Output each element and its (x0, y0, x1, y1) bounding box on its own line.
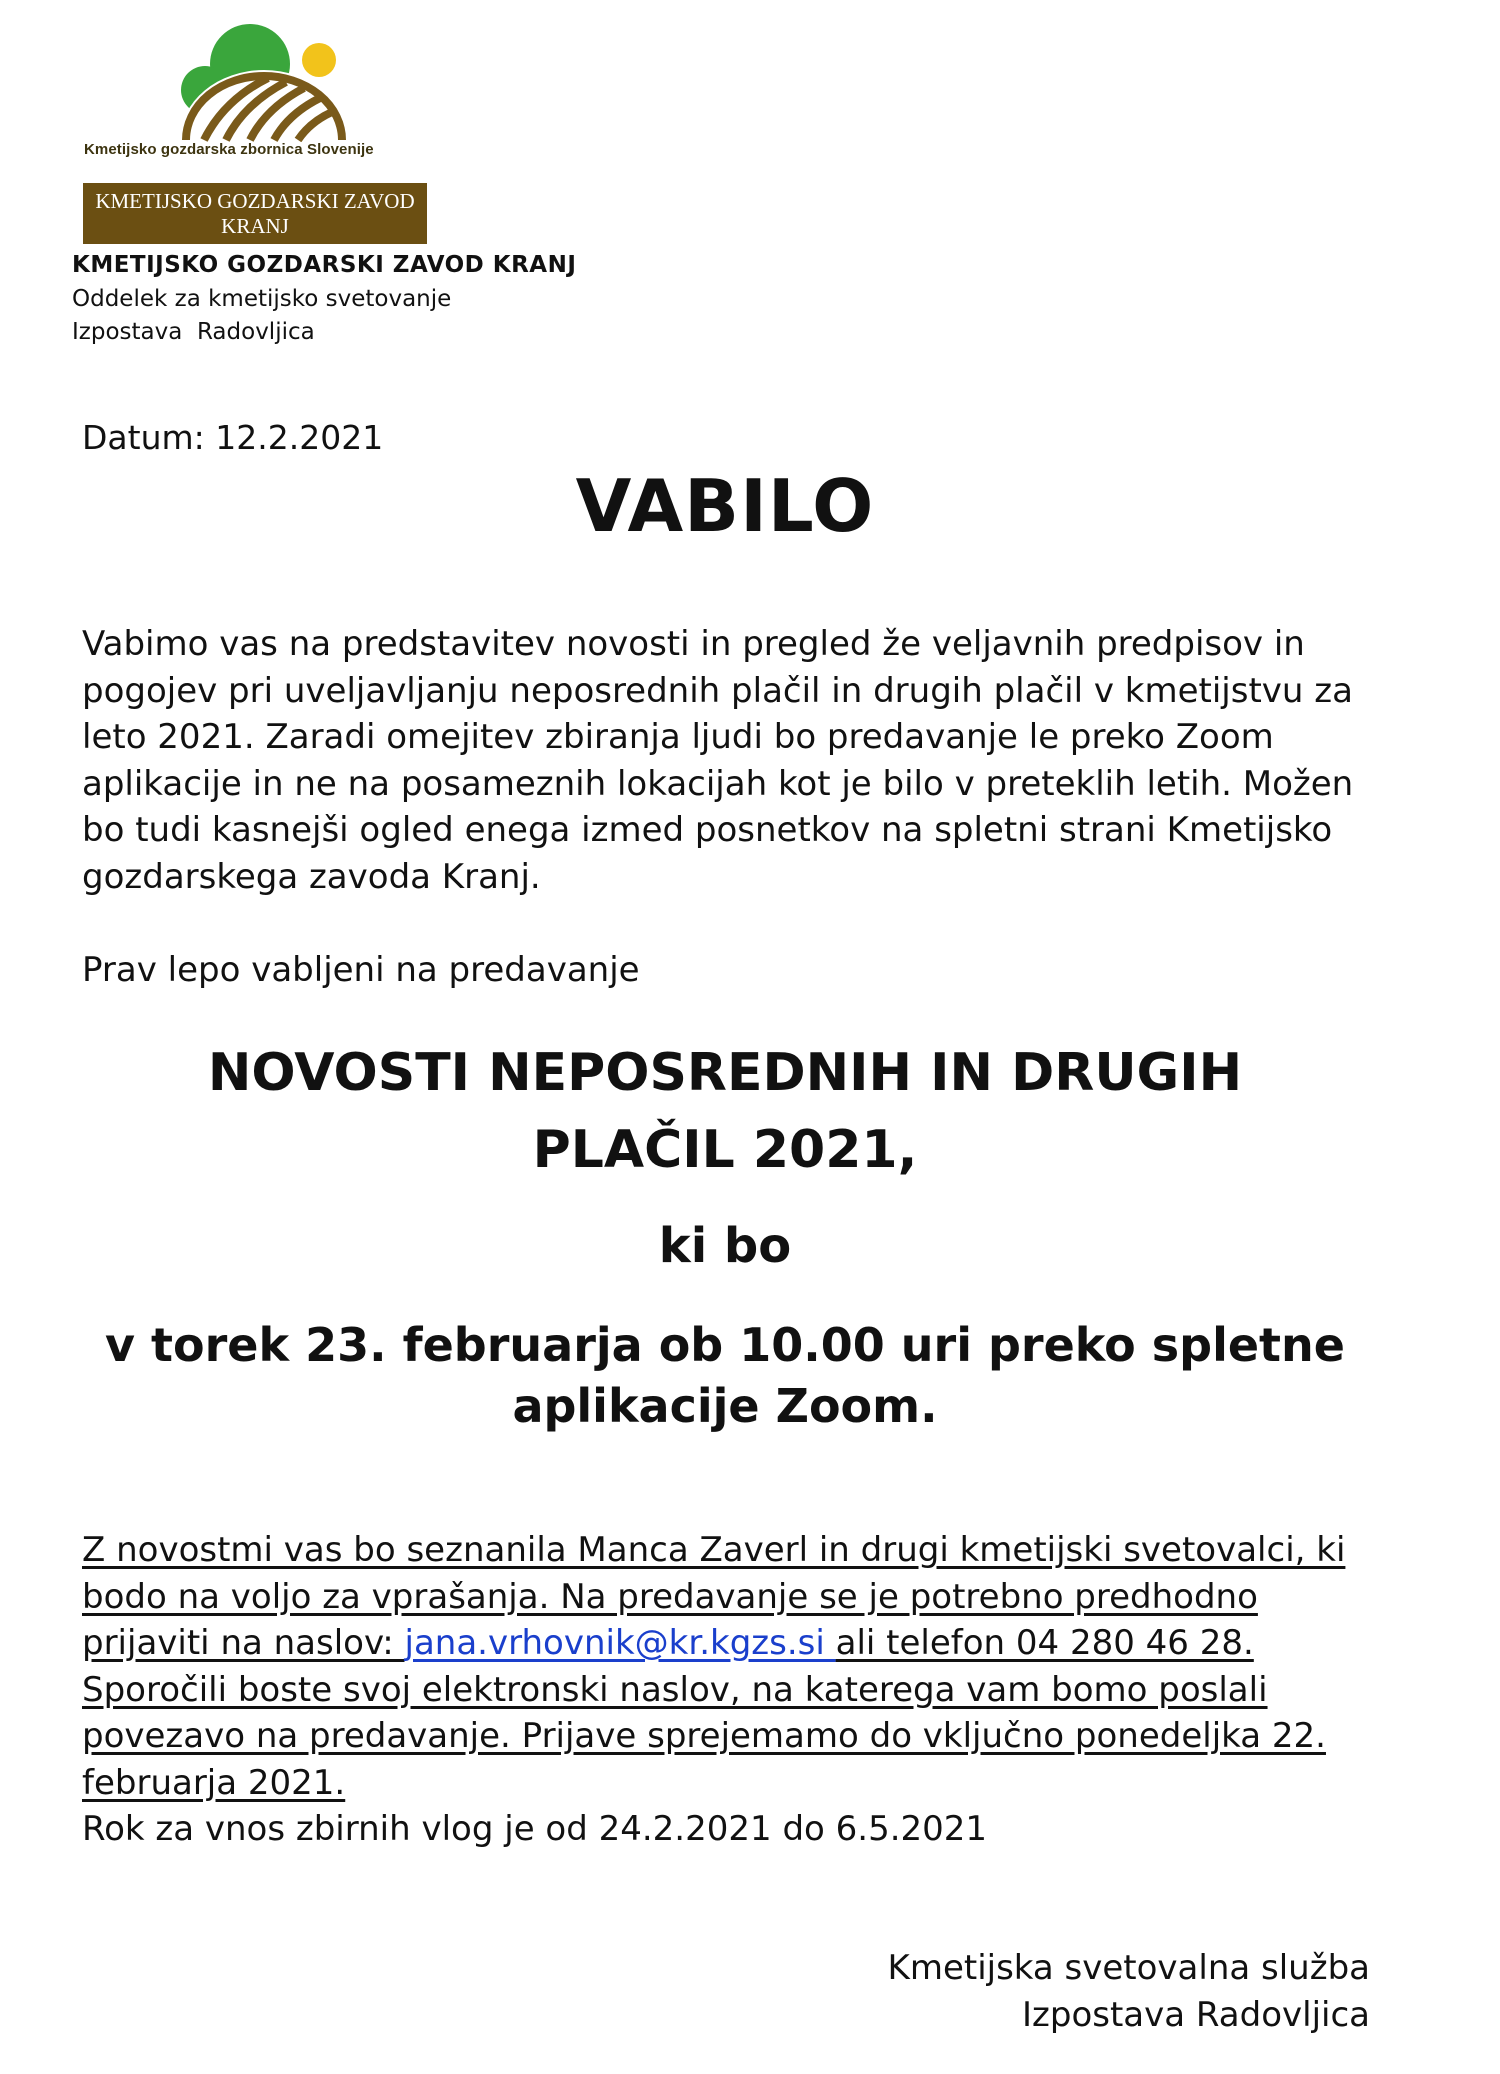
signature-line2: Izpostava Radovljica (1022, 1995, 1370, 2035)
branch-name: Izpostava Radovljica (72, 319, 315, 345)
email-link[interactable]: jana.vrhovnik@kr.kgzs.si (404, 1623, 836, 1663)
letter-title: VABILO (575, 464, 875, 548)
event-title-line1: NOVOSTI NEPOSREDNIH IN DRUGIH (207, 1043, 1243, 1103)
ki-bo-line: ki bo (658, 1218, 792, 1274)
event-time (80, 1315, 1370, 1437)
logo-plate (83, 183, 427, 244)
signature-block (888, 1945, 1370, 2039)
department-name: Oddelek za kmetijsko svetovanje (72, 286, 452, 312)
letter-date: Datum: 12.2.2021 (82, 418, 384, 457)
logo-emblem-icon (72, 12, 432, 142)
event-time-line1: v torek 23. februarja ob 10.00 uri preko spletne (105, 1318, 1345, 1372)
signature-line1: Kmetijska svetovalna služba (887, 1948, 1370, 1988)
event-title (80, 1035, 1370, 1189)
event-time-line2: aplikacije Zoom. (512, 1379, 938, 1433)
organization-name: KMETIJSKO GOZDARSKI ZAVOD KRANJ (72, 252, 577, 278)
submission-deadline: Rok za vnos zbirnih vlog je od 24.2.2021 do 6.5.2021 (82, 1809, 988, 1849)
logo-plate-line1: KMETIJSKO GOZDARSKI ZAVOD (95, 189, 415, 213)
logo-plate-line2: KRANJ (221, 214, 289, 238)
details-paragraph (82, 1527, 1372, 1853)
details-text-1: Z novostmi vas bo seznanila Manca Zaverl in drugi kmetijski svetovalci, ki bodo na voljo za vprašanja. Na predavanje se je potrebno predhodno prijaviti na naslov: (82, 1530, 1346, 1663)
logo-caption: Kmetijsko gozdarska zbornica Slovenije (84, 141, 374, 158)
intro-paragraph: Vabimo vas na predstavitev novosti in pregled že veljavnih predpisov in pogojev pri uveljavljanju neposrednih plačil in drugih plačil v kmetijstvu za leto 2021. Zaradi omejitev zbiranja ljudi bo predavanje le preko Zoom aplikacije in ne na posameznih lokacijah kot je bilo v preteklih letih. Možen bo tudi kasnejši ogled enega izmed posnetkov na spletni strani Kmetijsko gozdarskega zavoda Kranj. (82, 624, 1354, 897)
details-text-2: ali telefon 04 280 46 28. Sporočili boste svoj elektronski naslov, na katerega vam bomo poslali povezavo na predavanje. Prijave sprejemamo do vključno ponedeljka 22. februarja 2021. (82, 1623, 1326, 1803)
invite-line: Prav lepo vabljeni na predavanje (82, 950, 640, 990)
event-title-line2: PLAČIL 2021, (532, 1120, 918, 1180)
